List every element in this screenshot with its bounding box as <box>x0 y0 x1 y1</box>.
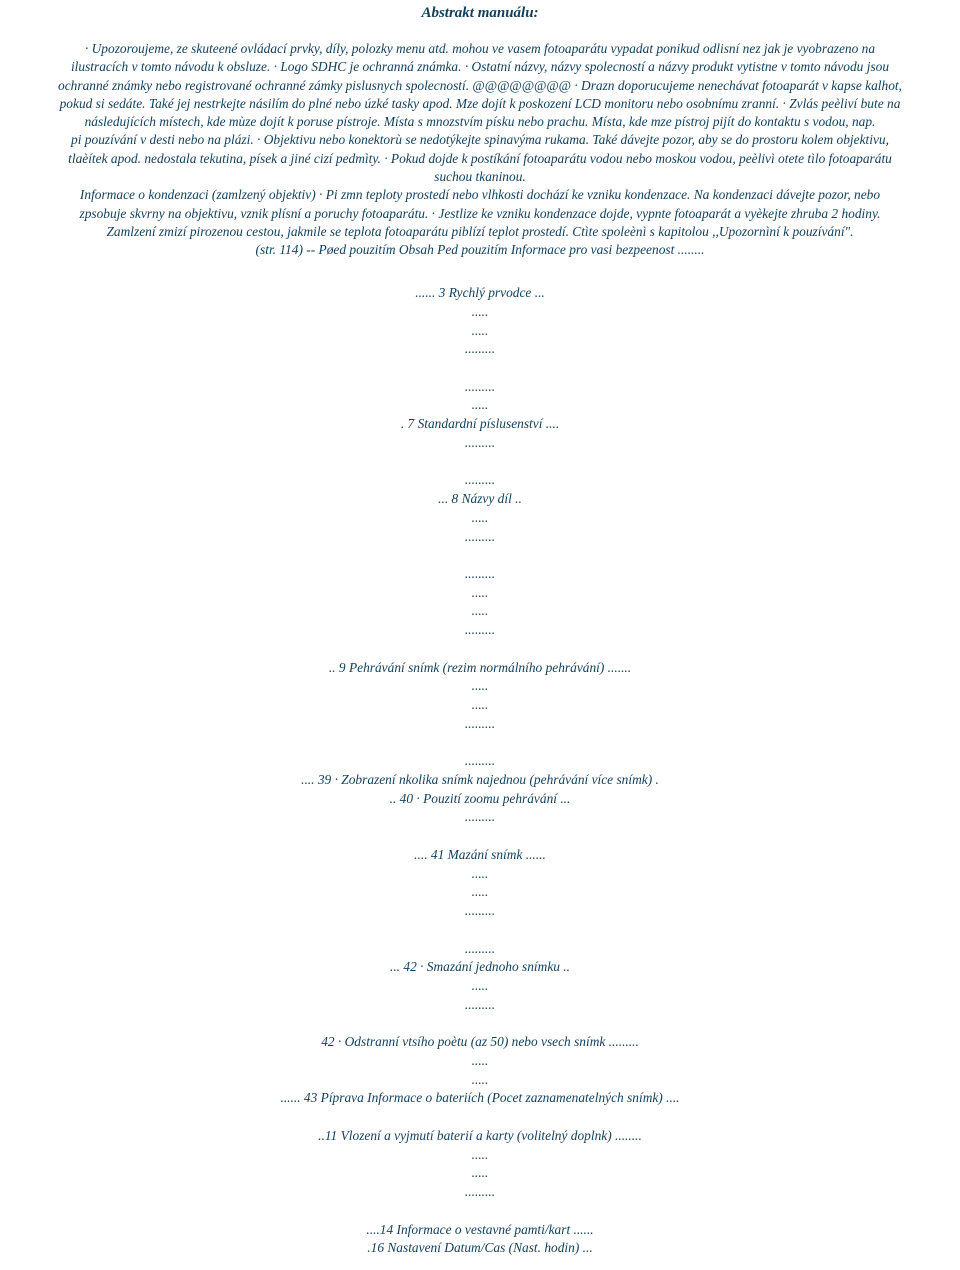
toc-entry: ......... <box>464 1184 496 1199</box>
intro-text <box>8 40 952 260</box>
toc-entry: ..... <box>471 397 489 413</box>
toc-entry: ......... <box>464 528 496 544</box>
intro-line: suchou tkaninou. <box>434 169 526 185</box>
toc-entry: ...... 43 Píprava Informace o bateriích (Pocet zaznamenatelných snímk) .... <box>280 1090 680 1106</box>
intro-line: pokud si sedáte. Také jej nestrkejte násilím do plné nebo úzké tasky apod. Mze dojít k poskození LCD monitoru nebo osobnímu zranní. · Zvlás peèliví bute na <box>59 95 901 111</box>
intro-line: ochranné známky nebo registrované ochranné zámky pislusnych spolecností. @@@@@@@@ · Drazn doporucujeme nenechávat fotoaparát v kapse kalhot, <box>58 77 902 93</box>
toc-entry: ..... <box>471 1165 489 1181</box>
intro-line: zpsobuje skvrny na objektivu, vznik plísní a poruchy fotoaparátu. · Jestlize ke vzniku kondenzace dojde, vypnte fotoaparát a vyèkejte zhruba 2 hodiny. <box>79 205 881 221</box>
toc-entry: ......... <box>464 715 496 731</box>
toc-entry: ......... <box>464 753 496 769</box>
toc-entry: ..... <box>471 884 489 900</box>
toc-entry: ..... <box>471 697 489 713</box>
toc-entry: .... 39 · Zobrazení nkolika snímk najednou (pehrávání více snímk) . <box>301 772 659 787</box>
toc-entry: ......... <box>464 472 496 488</box>
toc-entry: ......... <box>464 566 496 581</box>
intro-line: Informace o kondenzaci (zamlzený objektiv) · Pi zmn teploty prostedí nebo vlhkosti dochází ke vzniku kondenzace. Na kondenzaci dávejte pozor, nebo <box>79 187 881 203</box>
page-title: Abstrakt manuálu: <box>421 5 539 21</box>
toc-entry: .. 40 · Pouzití zoomu pehrávání ... <box>389 790 571 806</box>
toc-entry: ..... <box>471 978 489 993</box>
toc-entry: ... 42 · Smazání jednoho snímku .. <box>389 959 571 975</box>
toc-entry: . 7 Standardní píslusenství .... <box>400 416 560 432</box>
toc-entry: .... 41 Mazání snímk ...... <box>414 846 546 862</box>
toc-entry: ..... <box>471 1071 489 1087</box>
toc-entry: ..... <box>471 1052 489 1068</box>
toc-entry: .16 Nastavení Datum/Cas (Nast. hodin) ... <box>367 1240 593 1256</box>
toc-entry: ......... <box>464 996 496 1012</box>
toc-entry: ..... <box>471 603 489 619</box>
toc-entry: ......... <box>464 622 496 638</box>
intro-line: následujících místech, kde mùze dojít k poruse pístroje. Místa s mnozstvím písku nebo prachu. Místa, kde mze pístroj pijít do kontaktu s vodou, nap. <box>84 114 876 130</box>
toc-entry: ... 8 Názvy díl .. <box>438 491 522 506</box>
toc-entry: ......... <box>464 378 496 394</box>
intro-line: tlaèítek apod. nedostala tekutina, písek a jiné cizí pedmìty. · Pokud dojde k postíkání fotoaparátu vodou nebo moskou vodou, peèlivì otete tìlo fotoaparátu <box>68 150 892 166</box>
toc-entry: ..11 Vlození a vyjmutí baterií a karty (volitelný doplnk) ........ <box>318 1127 642 1143</box>
toc-entry: ....14 Informace o vestavné pamti/kart ...... <box>366 1221 594 1237</box>
intro-line: · Upozoroujeme, ze skuteené ovládací prvky, díly, polozky menu atd. mohou ve vasem fotoaparátu vypadat ponikud odlisní nez jak je vyobrazeno na <box>84 41 876 56</box>
toc-entry: ...... 3 Rychlý prvodce ... <box>415 285 545 300</box>
toc-entry: .. 9 Pehrávání snímk (rezim normálního pehrávání) ....... <box>328 659 632 675</box>
toc-entry: ..... <box>471 584 489 600</box>
toc-entry: ......... <box>464 809 496 825</box>
toc-entry: ......... <box>464 434 496 450</box>
intro-line: pi pouzívání v desti nebo na plázi. · Objektivu nebo konektorù se nedotýkejte spinavýma rukama. Také dávejte pozor, aby se do prostoru kolem objektivu, <box>71 132 889 148</box>
toc-entry: ..... <box>471 322 489 338</box>
toc-entry: ..... <box>471 1146 489 1162</box>
toc-entry: ..... <box>471 509 489 525</box>
toc-entry: ......... <box>464 341 496 357</box>
toc-entry: ..... <box>471 303 489 319</box>
toc-entry: ......... <box>464 940 496 956</box>
toc-entry: ..... <box>471 678 489 694</box>
intro-line: ilustracích v tomto návodu k obsluze. · Logo SDHC je ochranná známka. · Ostatní názvy, názvy spolecností a názvy produkt vytistne v tomto návodu jsou <box>70 59 890 75</box>
toc-entry: ......... <box>464 903 496 919</box>
toc-entry: 42 · Odstranní vtsího poètu (az 50) nebo vsech snímk ......... <box>321 1034 639 1050</box>
toc-entry: ..... <box>471 865 489 881</box>
intro-line: Zamlzení zmizí pirozenou cestou, jakmile se teplota fotoaparátu piblízí teplot prostedí. Ctìte spoleènì s kapitolou ,,Upozornìní k pouzívání". <box>106 223 854 239</box>
intro-line: (str. 114) -- Pøed pouzitím Obsah Ped pouzitím Informace pro vasi bezpeenost ........ <box>255 242 705 258</box>
